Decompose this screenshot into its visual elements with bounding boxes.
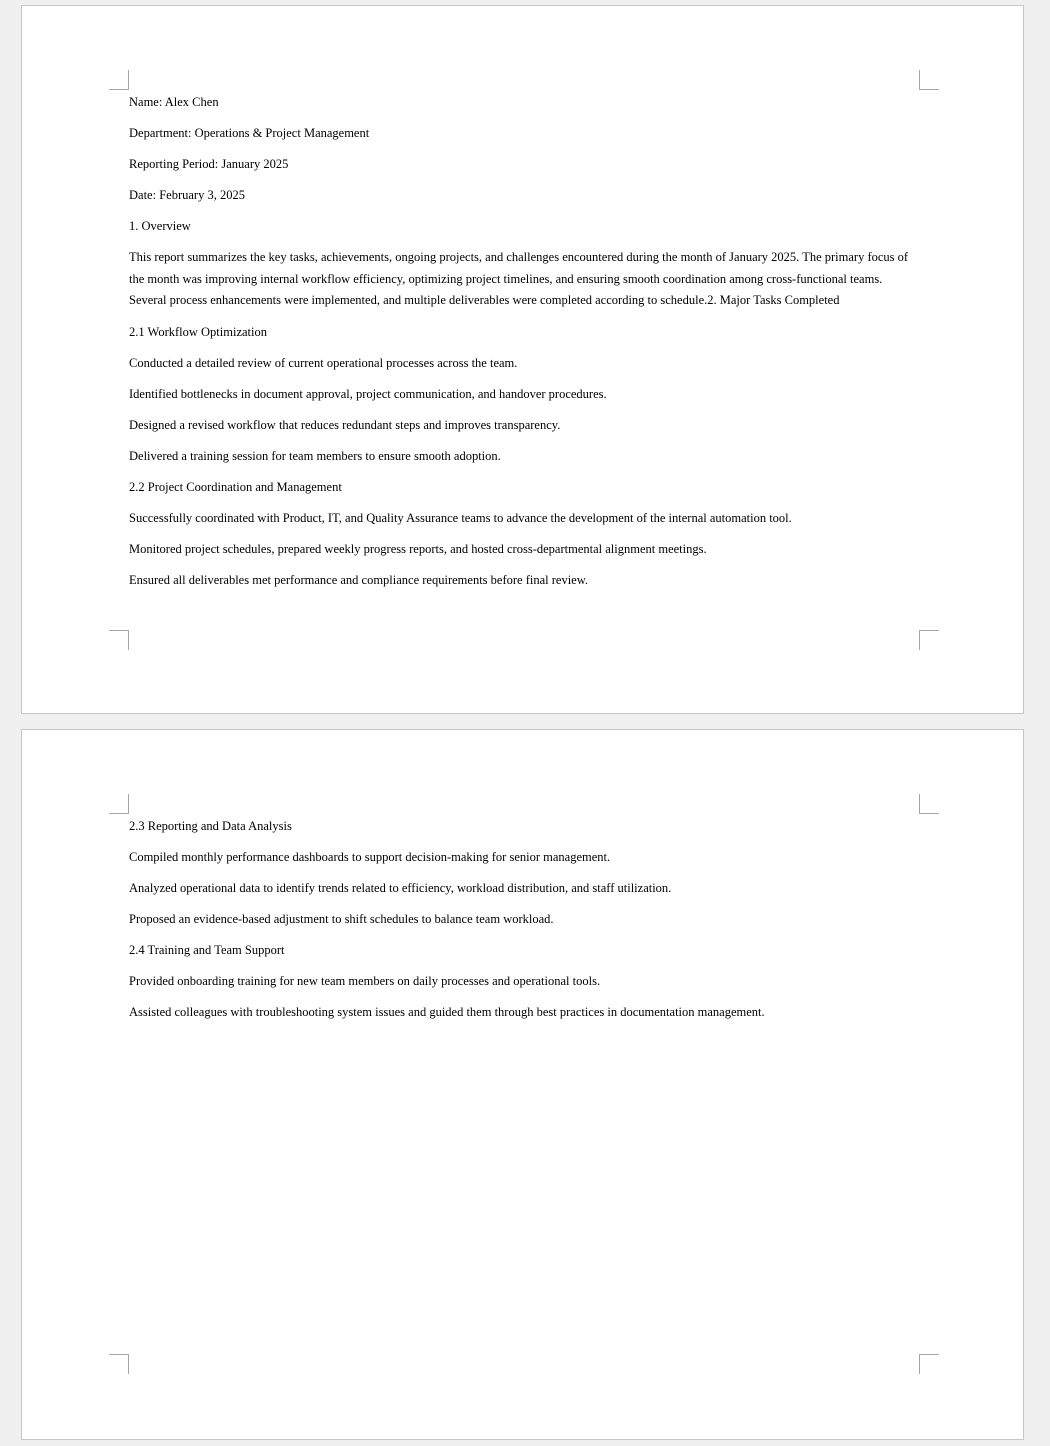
- crop-mark-bottom-left: [109, 630, 129, 650]
- crop-mark-bottom-right: [919, 1354, 939, 1374]
- overview-paragraph: This report summarizes the key tasks, achievements, ongoing projects, and challenges encountered during the month of January 2025. The primary focus of the month was improving internal workflow efficiency, optimizing project timelines, and ensuring smooth coordination among cross-functional teams. Several process enhancements were implemented, and multiple deliverables were completed according to schedule.2. Major Tasks Completed: [129, 250, 909, 307]
- paragraph: Designed a revised workflow that reduces redundant steps and improves transparency.: [129, 417, 561, 432]
- reporting-period-line: Reporting Period: January 2025: [129, 157, 289, 171]
- paragraph: Delivered a training session for team members to ensure smooth adoption.: [129, 448, 501, 463]
- crop-mark-bottom-right: [919, 630, 939, 650]
- crop-mark-bottom-left: [109, 1354, 129, 1374]
- name-line: Name: Alex Chen: [129, 95, 219, 109]
- section-heading-overview: 1. Overview: [129, 219, 191, 233]
- paragraph: Analyzed operational data to identify trends related to efficiency, workload distribution, and staff utilization.: [129, 881, 672, 895]
- section-heading-reporting: 2.3 Reporting and Data Analysis: [129, 819, 292, 833]
- section-heading-workflow: 2.1 Workflow Optimization: [129, 324, 267, 339]
- document-page-2: [21, 729, 1024, 1440]
- document-page-1: [21, 5, 1024, 714]
- paragraph: Monitored project schedules, prepared weekly progress reports, and hosted cross-departmental alignment meetings.: [129, 541, 707, 556]
- paragraph: Proposed an evidence-based adjustment to shift schedules to balance team workload.: [129, 912, 554, 926]
- section-heading-training: 2.4 Training and Team Support: [129, 943, 285, 957]
- department-line: Department: Operations & Project Management: [129, 126, 370, 140]
- crop-mark-top-right: [919, 70, 939, 90]
- paragraph: Successfully coordinated with Product, IT, and Quality Assurance teams to advance the development of the internal automation tool.: [129, 510, 792, 525]
- section-heading-coordination: 2.2 Project Coordination and Management: [129, 479, 342, 494]
- crop-mark-top-left: [109, 70, 129, 90]
- page-2-body[interactable]: [129, 816, 919, 1033]
- paragraph: Assisted colleagues with troubleshooting system issues and guided them through best practices in documentation management.: [129, 1005, 765, 1019]
- page-1-body[interactable]: [129, 92, 919, 601]
- paragraph: Identified bottlenecks in document approval, project communication, and handover procedures.: [129, 386, 607, 401]
- paragraph: Conducted a detailed review of current operational processes across the team.: [129, 355, 518, 370]
- crop-mark-top-right: [919, 794, 939, 814]
- date-line: Date: February 3, 2025: [129, 188, 245, 202]
- paragraph: Compiled monthly performance dashboards to support decision-making for senior management.: [129, 850, 611, 864]
- crop-mark-top-left: [109, 794, 129, 814]
- paragraph: Ensured all deliverables met performance and compliance requirements before final review.: [129, 572, 589, 587]
- paragraph: Provided onboarding training for new team members on daily processes and operational tools.: [129, 974, 601, 988]
